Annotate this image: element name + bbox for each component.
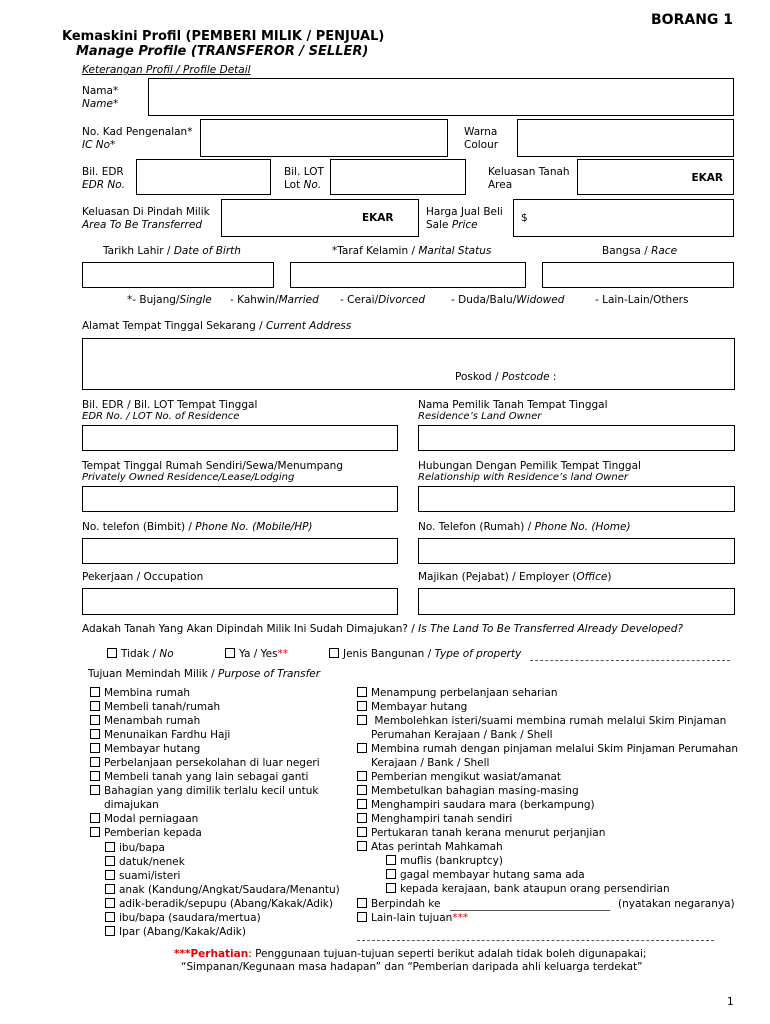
developed-no-option[interactable]: [107, 648, 174, 660]
checkbox-icon[interactable]: [386, 855, 396, 865]
checkbox-icon[interactable]: [357, 841, 367, 851]
lot-input[interactable]: [331, 160, 465, 194]
list-item-label: Membayar hutang: [104, 743, 201, 755]
list-item-label: Ipar (Abang/Kakak/Adik): [119, 926, 246, 938]
list-item-continued: Perumahan Kerajaan / Bank / Shell: [371, 729, 553, 741]
checkbox-icon[interactable]: [90, 771, 100, 781]
occupation-label: Pekerjaan / Occupation: [82, 571, 204, 583]
list-item-label: suami/isteri: [119, 870, 181, 882]
married-text-en: Married: [278, 294, 319, 306]
residence-type-field[interactable]: [82, 486, 398, 512]
list-item-label: Perbelanjaan persekolahan di luar negeri: [104, 757, 320, 769]
name-field[interactable]: [148, 78, 734, 116]
colour-field[interactable]: [517, 119, 734, 157]
employer-text-en: Office: [576, 571, 608, 583]
developed-question: [82, 623, 683, 635]
checkbox-icon[interactable]: [90, 813, 100, 823]
other-purpose-line[interactable]: [357, 940, 714, 941]
list-item-label: Menghampiri tanah sendiri: [371, 813, 513, 825]
section-title: Keterangan Profil / Profile Detail: [82, 64, 251, 76]
list-item[interactable]: [357, 701, 467, 713]
lot-en-text: Lot: [284, 179, 304, 191]
marital-option-others: - Lain-Lain/Others: [595, 294, 689, 306]
checkbox-icon[interactable]: [90, 729, 100, 739]
list-item-continued: dimajukan: [104, 799, 159, 811]
checkbox-icon[interactable]: [357, 827, 367, 837]
no-text-en: No: [159, 648, 174, 660]
relationship-input[interactable]: [419, 487, 734, 511]
dob-field[interactable]: [82, 262, 274, 288]
marital-option-divorced: [340, 294, 425, 306]
address-text: Alamat Tempat Tinggal Sekarang /: [82, 320, 266, 332]
transfer-area-field[interactable]: [221, 199, 419, 237]
list-item-label: ibu/bapa: [119, 842, 165, 854]
dob-text-en: Date of Birth: [173, 245, 241, 257]
marital-field[interactable]: [290, 262, 526, 288]
checkbox-icon[interactable]: [357, 715, 367, 725]
notice-line-2: “Simpanan/Kegunaan masa hadapan” dan “Pemberian daripada ahli keluarga terdekat”: [181, 961, 643, 973]
list-item[interactable]: [90, 715, 200, 727]
edr-field[interactable]: [136, 159, 271, 195]
list-item-label: gagal membayar hutang sama ada: [400, 869, 585, 881]
list-item[interactable]: [357, 827, 605, 839]
checkbox-icon[interactable]: [107, 648, 117, 658]
list-item-label: Modal perniagaan: [104, 813, 199, 825]
list-item-label: Lain-lain tujuan: [371, 912, 453, 924]
ic-field[interactable]: [200, 119, 448, 157]
purpose-text-en: Purpose of Transfer: [218, 668, 321, 680]
list-item[interactable]: [105, 842, 165, 854]
list-item[interactable]: [386, 883, 670, 895]
list-item[interactable]: [90, 743, 200, 755]
list-item[interactable]: [386, 869, 585, 881]
residence-type-input[interactable]: [83, 487, 397, 511]
relationship-label: Hubungan Dengan Pemilik Tempat Tinggal: [418, 460, 641, 472]
checkbox-icon[interactable]: [90, 785, 100, 795]
type-text-en: Type of property: [434, 648, 522, 660]
developed-yes-option[interactable]: [225, 648, 288, 660]
price-label: Harga Jual Beli: [426, 206, 503, 218]
home-phone-field[interactable]: [418, 538, 735, 564]
postcode-label: [455, 371, 556, 383]
residence-lot-field[interactable]: [82, 425, 398, 451]
lot-en-no: No.: [303, 179, 322, 191]
area-field[interactable]: [577, 159, 734, 195]
list-item[interactable]: [105, 898, 333, 910]
single-text-en: Single: [179, 294, 212, 306]
lot-label-en: [284, 179, 321, 191]
mobile-input[interactable]: [83, 539, 397, 563]
developed-text-en: Is The Land To Be Transferred Already Developed?: [418, 623, 683, 635]
marital-text: *Taraf Kelamin /: [332, 245, 419, 257]
transfer-area-label: Keluasan Di Pindah Milik: [82, 206, 210, 218]
country-hint: (nyatakan negaranya): [618, 898, 735, 910]
land-owner-label: Nama Pemilik Tanah Tempat Tinggal: [418, 399, 608, 411]
widowed-text-en: Widowed: [516, 294, 565, 306]
list-item-label: Membeli tanah/rumah: [104, 701, 221, 713]
marital-input[interactable]: [291, 263, 525, 287]
list-item[interactable]: [90, 813, 198, 825]
area-unit: EKAR: [691, 172, 723, 184]
address-text-en: Current Address: [265, 320, 352, 332]
race-field[interactable]: [542, 262, 734, 288]
colour-input[interactable]: [518, 120, 733, 156]
land-owner-field[interactable]: [418, 425, 735, 451]
form-code: BORANG 1: [651, 12, 734, 28]
home-phone-label: [418, 521, 631, 533]
transfer-area-unit: EKAR: [362, 212, 394, 224]
list-item-label: Menambah rumah: [104, 715, 201, 727]
list-item-label: adik-beradik/sepupu (Abang/Kakak/Adik): [119, 898, 333, 910]
yes-mark: **: [277, 648, 289, 660]
notice-mark: ***Perhatian: [174, 948, 249, 960]
list-item-label: Menghampiri saudara mara (berkampung): [371, 799, 595, 811]
checkbox-icon[interactable]: [90, 701, 100, 711]
mobile-text: No. telefon (Bimbit) /: [82, 521, 196, 533]
list-item[interactable]: [105, 926, 246, 938]
list-item-label: Membina rumah dengan pinjaman melalui Skim Pinjaman Perumahan: [371, 743, 739, 755]
list-item[interactable]: [105, 912, 261, 924]
price-en-text: Sale: [426, 219, 452, 231]
list-item[interactable]: [105, 856, 185, 868]
checkbox-icon[interactable]: [90, 743, 100, 753]
list-item[interactable]: [90, 827, 202, 839]
checkbox-icon[interactable]: [357, 771, 367, 781]
address-label: [82, 320, 351, 332]
home-text: No. Telefon (Rumah) /: [418, 521, 535, 533]
list-item-label: Menampung perbelanjaan seharian: [371, 687, 558, 699]
checkbox-icon[interactable]: [357, 687, 367, 697]
list-item-label: Membayar hutang: [371, 701, 468, 713]
edr-label: Bil. EDR: [82, 166, 124, 178]
race-input[interactable]: [543, 263, 733, 287]
notice: [174, 948, 646, 960]
list-item-label: Membina rumah: [104, 687, 191, 699]
property-type-label: [329, 648, 521, 660]
purpose-text: Tujuan Memindah Milik /: [88, 668, 218, 680]
employer-close: ): [607, 571, 612, 583]
relationship-label-en: Relationship with Residence’s land Owner: [418, 472, 628, 483]
no-text: Tidak /: [121, 648, 160, 660]
relationship-field[interactable]: [418, 486, 735, 512]
price-en-price: Price: [451, 219, 478, 231]
marital-option-widowed: [451, 294, 564, 306]
colour-label: Warna: [464, 126, 498, 138]
list-item-label: Membolehkan isteri/suami membina rumah melalui Skim Pinjaman: [371, 715, 727, 727]
mobile-text-en: Phone No. (Mobile/HP): [195, 521, 313, 533]
checkbox-icon[interactable]: [357, 743, 367, 753]
marital-option-single: [127, 294, 212, 306]
postcode-text-en: Postcode: [501, 371, 550, 383]
divorced-text-en: Divorced: [378, 294, 425, 306]
checkbox-icon[interactable]: [105, 926, 115, 936]
list-item-label: Bahagian yang dimilik terlalu kecil untuk: [104, 785, 319, 797]
list-item[interactable]: [386, 855, 503, 867]
married-text: - Kahwin/: [230, 294, 279, 306]
occupation-field[interactable]: [82, 588, 398, 615]
dob-text: Tarikh Lahir /: [103, 245, 174, 257]
checkbox-icon[interactable]: [90, 827, 100, 837]
occupation-input[interactable]: [83, 589, 397, 614]
ic-label-en: IC No*: [82, 139, 116, 151]
checkbox-icon[interactable]: [329, 648, 339, 658]
name-label: Nama*: [82, 85, 119, 97]
checkbox-icon[interactable]: [357, 912, 367, 922]
postcode-text: Poskod /: [455, 371, 502, 383]
list-item-label: Pemberian mengikut wasiat/amanat: [371, 771, 562, 783]
checkbox-icon[interactable]: [105, 884, 115, 894]
marital-option-married: [230, 294, 319, 306]
area-label: Keluasan Tanah: [488, 166, 570, 178]
dob-label: [103, 245, 241, 257]
lot-field[interactable]: [330, 159, 466, 195]
list-item[interactable]: [357, 898, 440, 910]
address-field[interactable]: [82, 338, 735, 390]
list-item-label: datuk/nenek: [119, 856, 185, 868]
checkbox-icon[interactable]: [90, 687, 100, 697]
checkbox-icon[interactable]: [357, 701, 367, 711]
lot-label: Bil. LOT: [284, 166, 324, 178]
widowed-text: - Duda/Balu/: [451, 294, 517, 306]
list-item-label: Membeli tanah yang lain sebagai ganti: [104, 771, 309, 783]
land-owner-input[interactable]: [419, 426, 734, 450]
list-item[interactable]: [357, 813, 512, 825]
residence-lot-input[interactable]: [83, 426, 397, 450]
area-label-en: Area: [488, 179, 513, 191]
race-text: Bangsa /: [602, 245, 652, 257]
list-item-label: Berpindah ke: [371, 898, 441, 910]
list-item-label: Pemberian kepada: [104, 827, 202, 839]
page-number: 1: [727, 996, 734, 1008]
checkbox-icon[interactable]: [105, 870, 115, 880]
checkbox-icon[interactable]: [386, 883, 396, 893]
checkbox-icon[interactable]: [105, 842, 115, 852]
checkbox-icon[interactable]: [90, 757, 100, 767]
purpose-label: [88, 668, 320, 680]
marital-text-en: Marital Status: [418, 245, 492, 257]
name-input[interactable]: [149, 79, 733, 115]
residence-type-label-en: Privately Owned Residence/Lease/Lodging: [82, 472, 295, 483]
list-item[interactable]: [90, 785, 318, 797]
employer-field[interactable]: [418, 588, 735, 615]
list-item-label: kepada kerajaan, bank ataupun orang persendirian: [400, 883, 670, 895]
checkbox-icon[interactable]: [357, 785, 367, 795]
home-text-en: Phone No. (Home): [534, 521, 631, 533]
marital-label: [332, 245, 491, 257]
list-item[interactable]: [105, 870, 180, 882]
mobile-field[interactable]: [82, 538, 398, 564]
list-item[interactable]: [105, 884, 340, 896]
checkbox-icon[interactable]: [90, 715, 100, 725]
transfer-area-label-en: Area To Be Transferred: [82, 219, 203, 231]
residence-lot-label-en: EDR No. / LOT No. of Residence: [82, 411, 240, 422]
list-item[interactable]: [90, 757, 320, 769]
checkbox-icon[interactable]: [357, 898, 367, 908]
list-item-label: Atas perintah Mahkamah: [371, 841, 503, 853]
checkbox-icon[interactable]: [386, 869, 396, 879]
property-type-line[interactable]: [530, 660, 730, 661]
checkbox-icon[interactable]: [105, 898, 115, 908]
list-item[interactable]: [90, 687, 190, 699]
residence-type-label: Tempat Tinggal Rumah Sendiri/Sewa/Menumpang: [82, 460, 343, 472]
residence-lot-label: Bil. EDR / Bil. LOT Tempat Tinggal: [82, 399, 258, 411]
checkbox-icon[interactable]: [357, 799, 367, 809]
mobile-label: [82, 521, 313, 533]
list-item-label: Membetulkan bahagian masing-masing: [371, 785, 579, 797]
list-item-continued: Kerajaan / Bank / Shell: [371, 757, 490, 769]
list-item[interactable]: [357, 785, 579, 797]
currency-symbol: $: [521, 212, 528, 224]
list-item-label: Pertukaran tanah kerana menurut perjanjian: [371, 827, 606, 839]
type-text: Jenis Bangunan /: [343, 648, 435, 660]
checkbox-icon[interactable]: [225, 648, 235, 658]
dob-input[interactable]: [83, 263, 273, 287]
list-item[interactable]: [357, 687, 558, 699]
employer-input[interactable]: [419, 589, 734, 614]
list-item-label: muflis (bankruptcy): [400, 855, 503, 867]
title-english: Manage Profile (TRANSFEROR / SELLER): [76, 44, 369, 59]
home-phone-input[interactable]: [419, 539, 734, 563]
name-label-en: Name*: [82, 98, 119, 110]
list-item[interactable]: [90, 771, 308, 783]
race-label: [602, 245, 677, 257]
list-item-label: anak (Kandung/Angkat/Saudara/Menantu): [119, 884, 340, 896]
list-item[interactable]: [357, 912, 468, 924]
employer-label: [418, 571, 611, 583]
single-text: *- Bujang/: [127, 294, 180, 306]
list-item[interactable]: [357, 743, 738, 755]
checkbox-icon[interactable]: [105, 912, 115, 922]
notice-text: : Penggunaan tujuan-tujuan seperti berikut adalah tidak boleh digunapakai;: [248, 948, 647, 960]
ic-input[interactable]: [201, 120, 447, 156]
edr-input[interactable]: [137, 160, 270, 194]
other-purpose-mark: ***: [452, 912, 469, 924]
list-item[interactable]: [357, 715, 726, 727]
postcode-colon: :: [549, 371, 557, 383]
checkbox-icon[interactable]: [105, 856, 115, 866]
list-item[interactable]: [357, 799, 595, 811]
list-item[interactable]: [90, 701, 220, 713]
country-line[interactable]: [450, 910, 610, 911]
list-item-label: ibu/bapa (saudara/mertua): [119, 912, 261, 924]
yes-text: Ya / Yes: [239, 648, 278, 660]
divorced-text: - Cerai/: [340, 294, 379, 306]
developed-text: Adakah Tanah Yang Akan Dipindah Milik Ini Sudah Dimajukan? /: [82, 623, 419, 635]
list-item[interactable]: [357, 841, 503, 853]
land-owner-label-en: Residence’s Land Owner: [418, 411, 542, 422]
employer-text: Majikan (Pejabat) / Employer (: [418, 571, 577, 583]
price-field[interactable]: [513, 199, 734, 237]
list-item[interactable]: [90, 729, 230, 741]
ic-label: No. Kad Pengenalan*: [82, 126, 193, 138]
colour-label-en: Colour: [464, 139, 499, 151]
edr-label-en: EDR No.: [82, 179, 125, 191]
list-item-label: Menunaikan Fardhu Haji: [104, 729, 231, 741]
price-label-en: [426, 219, 478, 231]
race-text-en: Race: [651, 245, 678, 257]
title-malay: Kemaskini Profil (PEMBERI MILIK / PENJUAL): [62, 29, 385, 44]
list-item[interactable]: [357, 771, 561, 783]
checkbox-icon[interactable]: [357, 813, 367, 823]
